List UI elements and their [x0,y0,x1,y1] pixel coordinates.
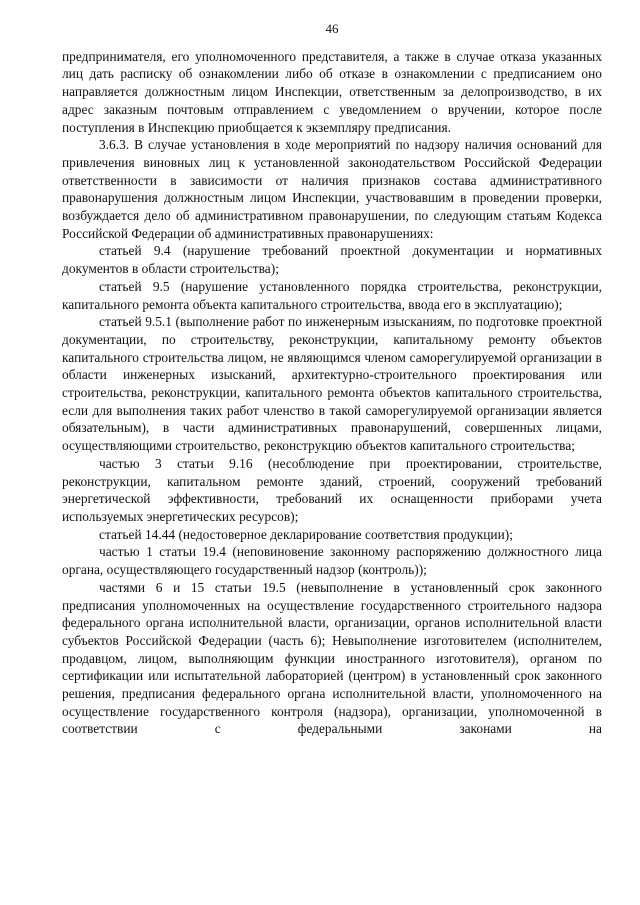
paragraph-9: частями 6 и 15 статьи 19.5 (невыполнение в установленный срок законного предписания уполномоченных на осуществление государственного строительного надзора федерального органа исполнительной власти, организации, органов исполнительной власти субъектов Российской Федерации (часть 6); Невыполнение изготовителем (исполнителем, продавцом, лицом, выполняющим функции иностранного изготовителя), органом по сертификации или испытательной лабораторией (центром) в установленный срок законного решения, предписания федерального органа исполнительной власти, уполномоченного на осуществление государственного контроля (надзора), организации, уполномоченной в соответствии с федеральными законами на [62,579,602,737]
paragraph-3: статьей 9.4 (нарушение требований проектной документации и нормативных документов в области строительства); [62,243,602,277]
paragraph-5: статьей 9.5.1 (выполнение работ по инженерным изысканиям, по подготовке проектной документации, по строительству, реконструкции, капитальному ремонту объектов капитального строительства лицом, не являющимся членом саморегулируемой организации в области инженерных изысканий, архитектурно-строительного проектирования или строительства, реконструкции, капитального ремонта объектов капитального строительства, если для выполнения таких работ членство в такой саморегулируемой организации является обязательным), в части административных правонарушений, совершенных лицами, осуществляющими строительство, реконструкцию объектов капитального строительства; [62,314,602,454]
paragraph-8: частью 1 статьи 19.4 (неповиновение законному распоряжению должностного лица органа, осуществляющего государственный надзор (контроль)); [62,544,602,578]
paragraph-7: статьей 14.44 (недостоверное декларирование соответствия продукции); [99,526,513,542]
paragraph-4: статьей 9.5 (нарушение установленного порядка строительства, реконструкции, капитального ремонта объекта капитального строительства, ввода его в эксплуатацию); [62,278,602,312]
page-number: 46 [325,21,339,36]
paragraph-2: 3.6.3. В случае установления в ходе мероприятий по надзору наличия оснований для привлечения виновных лиц к установленной законодательством Российской Федерации ответственности в зависимости от наличия признаков состава административного правонарушения должностным лицом Инспекции, участвовавшим в проведении проверки, возбуждается дело об административном правонарушении, по следующим статьям Кодекса Российской Федерации об административных правонарушениях: [62,137,602,241]
paragraph-6: частью 3 статьи 9.16 (несоблюдение при проектировании, строительстве, реконструкции, капитальном ремонте зданий, строений, сооружений требований энергетической эффективности, требований их оснащенности приборами учета используемых энергетических ресурсов); [62,455,602,524]
paragraph-1: предпринимателя, его уполномоченного представителя, а также в случае отказа указанных лиц дать расписку об ознакомлении либо об отказе в ознакомлении с предписанием оно направляется должностным лицом Инспекции, ответственным за делопроизводство, в их адрес заказным почтовым отправлением с уведомлением о вручении, которое после поступления в Инспекцию приобщается к экземпляру предписания. [62,48,602,135]
